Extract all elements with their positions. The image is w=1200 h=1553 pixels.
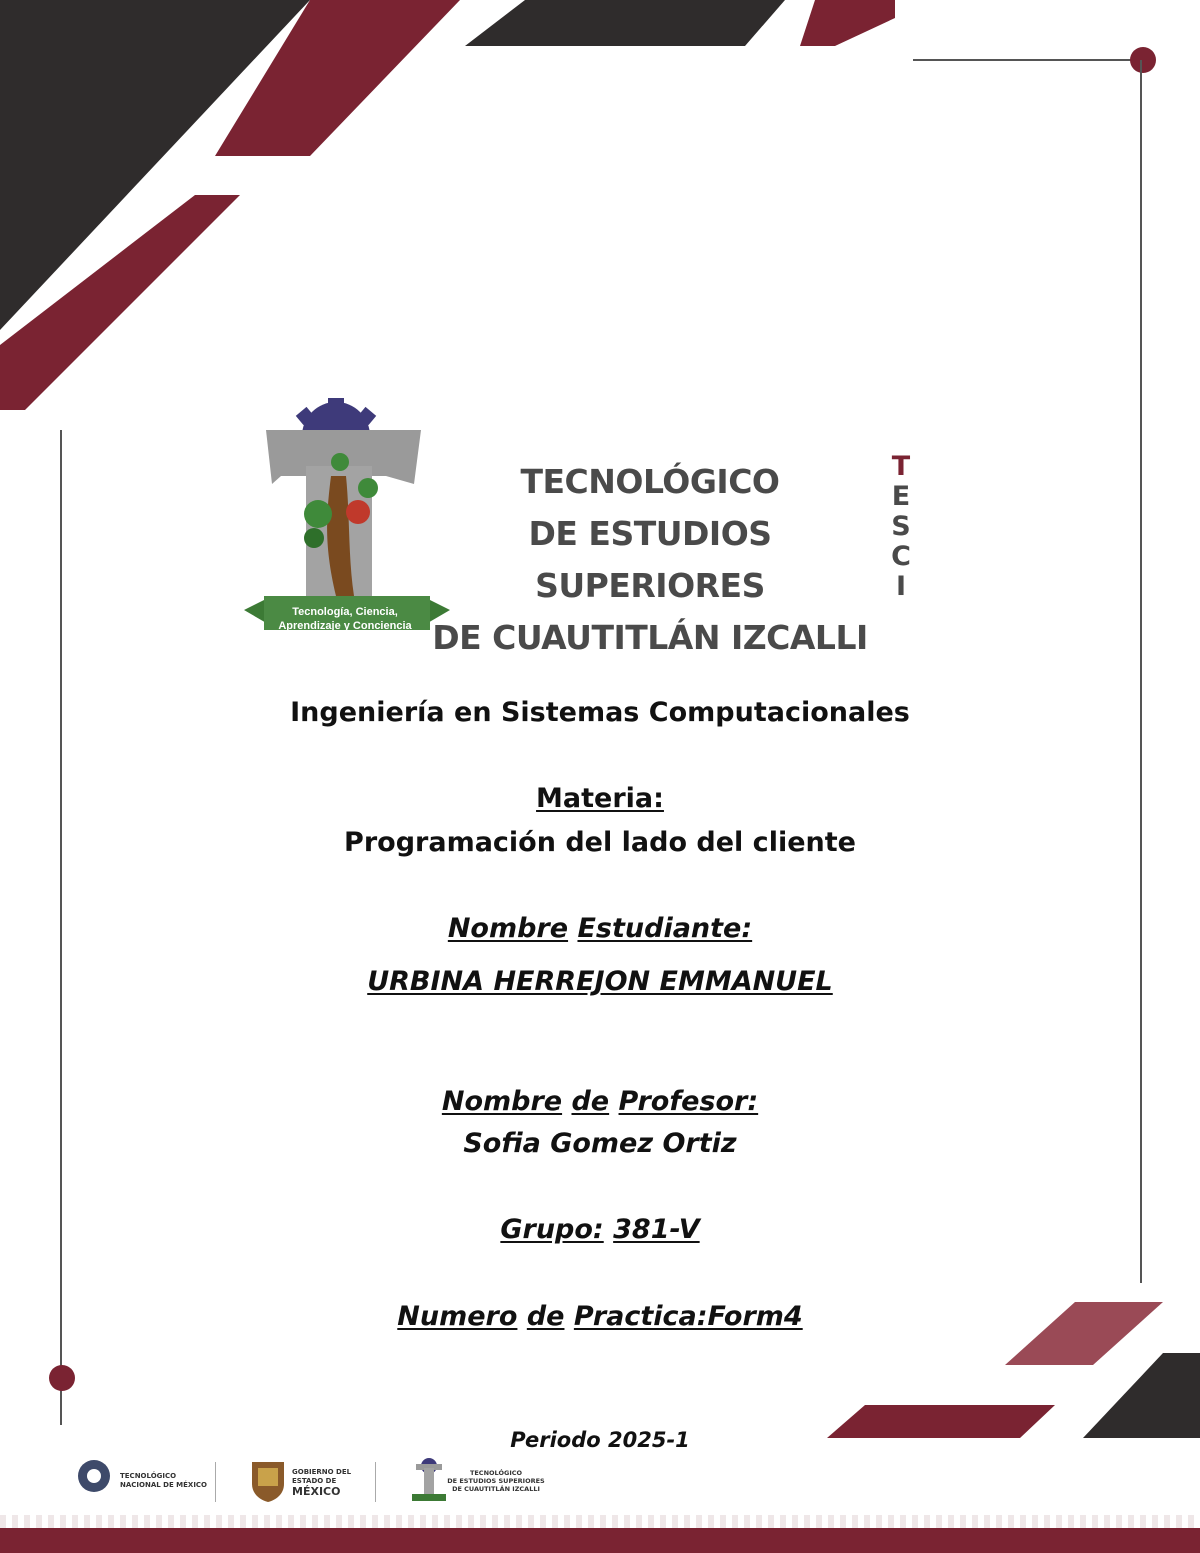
period: Periodo 2025-1: [510, 1428, 690, 1452]
professor-label-word-2: de: [571, 1086, 610, 1117]
professor-label-word-3: Profesor:: [618, 1086, 759, 1117]
student-label: [0, 913, 1200, 944]
tecnm-line-2: NACIONAL DE MÉXICO: [120, 1481, 208, 1489]
practice-word-1: Numero: [397, 1301, 518, 1332]
tesci-small-line-1: TECNOLÓGICO: [469, 1469, 523, 1477]
edomex-line-3: MÉXICO: [292, 1485, 341, 1498]
acronym-letter: I: [895, 571, 907, 602]
professor-name: Sofia Gomez Ortiz: [463, 1128, 737, 1159]
tesci-small-emblem-icon: [410, 1456, 448, 1504]
tecnm-line-1: TECNOLÓGICO: [120, 1472, 177, 1480]
tecnm-logo-text: [120, 1472, 207, 1490]
dark-corner-shape: [0, 0, 310, 330]
practice-line: [0, 1301, 1200, 1332]
tecnm-emblem-icon: [76, 1452, 112, 1502]
practice-word-3: Practica:Form4: [573, 1301, 803, 1332]
career-title: Ingeniería en Sistemas Computacionales: [290, 697, 910, 728]
edomex-line-2: ESTADO DE: [292, 1477, 337, 1485]
emblem-motto: [262, 605, 428, 633]
dark-bottom-shape: [1083, 1353, 1200, 1438]
edomex-logo-text: [292, 1468, 351, 1498]
institution-name-line-3: DE CUAUTITLÁN IZCALLI: [432, 618, 868, 657]
student-name: URBINA HERREJON EMMANUEL: [367, 966, 833, 997]
professor-label-word-1: Nombre: [441, 1086, 563, 1117]
footer-pattern-band: [0, 1515, 1200, 1529]
acronym-letter: C: [891, 541, 911, 572]
maroon-band-2: [800, 0, 895, 46]
footer-maroon-strip: [0, 1528, 1200, 1553]
group-line: [0, 1214, 1200, 1245]
student-label-word-1: Nombre: [447, 913, 569, 944]
group-label: Grupo:: [500, 1214, 604, 1245]
institution-name-line-1: TECNOLÓGICO: [520, 462, 780, 501]
professor-label: [0, 1086, 1200, 1117]
motto-line-1: Tecnología, Ciencia,: [292, 606, 398, 618]
subject-value: Programación del lado del cliente: [344, 827, 856, 858]
edomex-shield-icon: [250, 1458, 286, 1502]
group-value: 381-V: [613, 1214, 700, 1245]
edomex-line-1: GOBIERNO DEL: [292, 1468, 352, 1476]
top-right-dot: [1130, 47, 1156, 73]
institution-name-line-2: DE ESTUDIOS SUPERIORES: [528, 514, 772, 605]
tesci-small-line-2: DE ESTUDIOS SUPERIORES: [447, 1477, 545, 1485]
acronym-letter: E: [891, 481, 911, 512]
tesci-small-line-3: DE CUAUTITLÁN IZCALLI: [452, 1485, 540, 1493]
dark-band-top: [465, 0, 785, 46]
institution-acronym: [885, 452, 917, 602]
left-dot: [49, 1365, 75, 1391]
student-label-word-2: Estudiante:: [577, 913, 753, 944]
tesci-small-logo-text: [446, 1469, 546, 1493]
subject-label: Materia:: [536, 783, 664, 814]
practice-word-2: de: [526, 1301, 565, 1332]
footer-divider: [215, 1462, 216, 1502]
acronym-letter: T: [891, 451, 911, 482]
acronym-letter: S: [891, 511, 911, 542]
footer-logos: [70, 1452, 550, 1516]
motto-line-2: Aprendizaje y Conciencia: [278, 620, 412, 632]
institution-name: [430, 456, 870, 664]
footer-divider: [375, 1462, 376, 1502]
